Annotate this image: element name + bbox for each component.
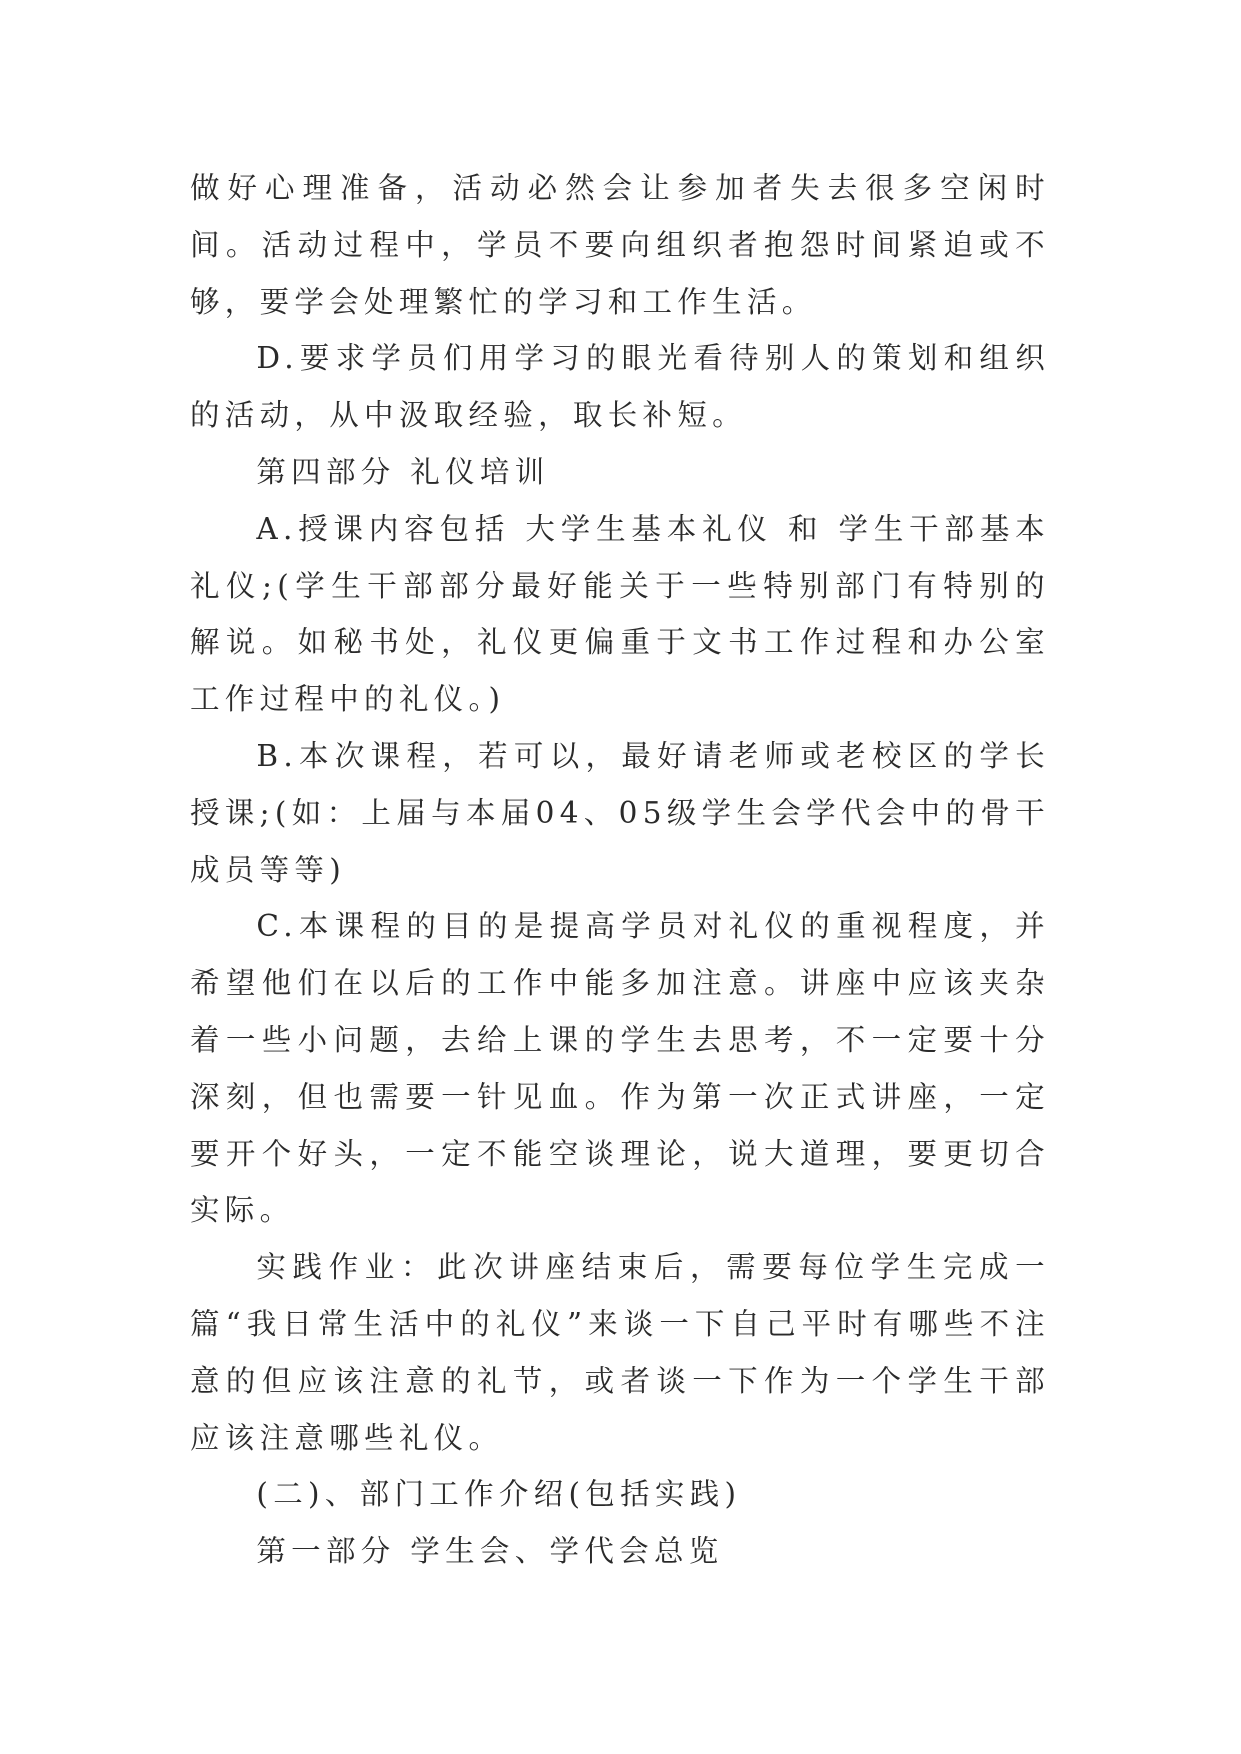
paragraph-item-a: A.授课内容包括 大学生基本礼仪 和 学生干部基本礼仪;(学生干部部分最好能关于一些特别部门有特别的解说。如秘书处，礼仪更偏重于文书工作过程和办公室工作过程中的礼仪。): [190, 511, 1050, 717]
section-heading-part-four: 第四部分 礼仪培训: [256, 454, 550, 489]
paragraph-item-d: D.要求学员们用学习的眼光看待别人的策划和组织的活动，从中汲取经验，取长补短。: [190, 341, 1050, 433]
paragraph-item-b: B.本次课程，若可以，最好请老师或老校区的学长授课;(如：上届与本届04、05级学生会学代会中的骨干成员等等): [190, 738, 1050, 887]
section-heading-part-one: 第一部分 学生会、学代会总览: [256, 1534, 724, 1569]
document-body: [190, 160, 1050, 1580]
paragraph-continuation: 做好心理准备，活动必然会让参加者失去很多空闲时间。活动过程中，学员不要向组织者抱怨时间紧迫或不够，要学会处理繁忙的学习和工作生活。: [190, 171, 1050, 319]
section-heading-department-intro: (二)、部门工作介绍(包括实践): [256, 1477, 742, 1512]
paragraph-practice-assignment: 实践作业：此次讲座结束后，需要每位学生完成一篇“我日常生活中的礼仪”来谈一下自己平时有哪些不注意的但应该注意的礼节，或者谈一下作为一个学生干部应该注意哪些礼仪。: [190, 1250, 1050, 1455]
paragraph-item-c: C.本课程的目的是提高学员对礼仪的重视程度，并希望他们在以后的工作中能多加注意。讲座中应该夹杂着一些小问题，去给上课的学生去思考，不一定要十分深刻，但也需要一针见血。作为第一次正式讲座，一定要开个好头，一定不能空谈理论，说大道理，要更切合实际。: [190, 909, 1050, 1228]
